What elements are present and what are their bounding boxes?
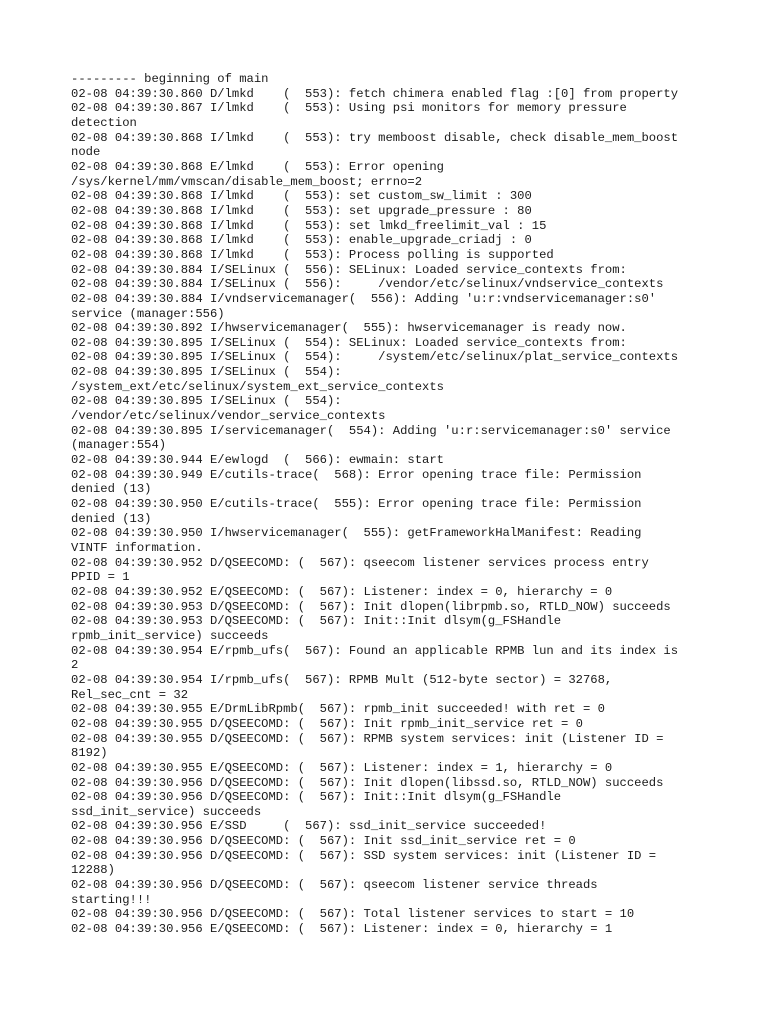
log-line: node [71, 145, 101, 160]
log-line: 02-08 04:39:30.956 D/QSEECOMD: ( 567): Total listener services to start = 10 [71, 907, 635, 922]
log-line: 02-08 04:39:30.895 I/SELinux ( 554): SELinux: Loaded service_contexts from: [71, 335, 627, 350]
log-line: 02-08 04:39:30.954 I/rpmb_ufs( 567): RPMB Mult (512-byte sector) = 32768, [71, 672, 613, 687]
log-line: 02-08 04:39:30.949 E/cutils-trace( 568): Error opening trace file: Permission [71, 467, 642, 482]
log-line: 2 [71, 658, 79, 673]
log-line: 02-08 04:39:30.955 D/QSEECOMD: ( 567): RPMB system services: init (Listener ID = [71, 731, 664, 746]
log-line: /sys/kernel/mm/vmscan/disable_mem_boost; errno=2 [71, 174, 423, 189]
log-line: VINTF information. [71, 541, 203, 555]
log-line: 02-08 04:39:30.868 I/lmkd ( 553): enable_upgrade_criadj : 0 [71, 233, 532, 248]
log-line: rpmb_init_service) succeeds [71, 628, 269, 643]
log-line: 8192) [71, 746, 108, 761]
log-page [71, 72, 751, 937]
log-line: (manager:554) [71, 438, 167, 453]
log-line: --------- beginning of main [71, 72, 269, 86]
log-line: 02-08 04:39:30.956 E/QSEECOMD: ( 567): Listener: index = 0, hierarchy = 1 [71, 922, 613, 937]
log-line: 02-08 04:39:30.868 I/lmkd ( 553): set upgrade_pressure : 80 [71, 203, 532, 218]
log-line: 02-08 04:39:30.895 I/servicemanager( 554): Adding 'u:r:servicemanager:s0' service [71, 423, 671, 438]
log-line: 02-08 04:39:30.956 D/QSEECOMD: ( 567): Init ssd_init_service ret = 0 [71, 834, 576, 849]
logcat-output [71, 72, 751, 937]
log-line: /vendor/etc/selinux/vendor_service_contexts [71, 409, 386, 424]
log-line: 02-08 04:39:30.868 I/lmkd ( 553): set custom_sw_limit : 300 [71, 189, 532, 204]
log-line: 02-08 04:39:30.950 I/hwservicemanager( 555): getFrameworkHalManifest: Reading [71, 526, 642, 541]
log-line: denied (13) [71, 511, 152, 526]
log-line: 02-08 04:39:30.956 E/SSD ( 567): ssd_init_service succeeded! [71, 819, 547, 834]
log-line: 02-08 04:39:30.956 D/QSEECOMD: ( 567): Init dlopen(libssd.so, RTLD_NOW) succeeds [71, 775, 664, 790]
log-line: 12288) [71, 863, 115, 878]
log-line: /system_ext/etc/selinux/system_ext_service_contexts [71, 379, 444, 394]
log-line: 02-08 04:39:30.955 E/DrmLibRpmb( 567): rpmb_init succeeded! with ret = 0 [71, 702, 605, 717]
log-line: 02-08 04:39:30.954 E/rpmb_ufs( 567): Found an applicable RPMB lun and its index is [71, 643, 679, 658]
log-line: 02-08 04:39:30.956 D/QSEECOMD: ( 567): qseecom listener service threads [71, 878, 598, 893]
log-line: 02-08 04:39:30.953 D/QSEECOMD: ( 567): Init dlopen(librpmb.so, RTLD_NOW) succeeds [71, 599, 671, 614]
log-line: 02-08 04:39:30.952 E/QSEECOMD: ( 567): Listener: index = 0, hierarchy = 0 [71, 584, 613, 599]
log-line: 02-08 04:39:30.955 D/QSEECOMD: ( 567): Init rpmb_init_service ret = 0 [71, 716, 583, 731]
log-line: 02-08 04:39:30.884 I/SELinux ( 556): SELinux: Loaded service_contexts from: [71, 262, 627, 277]
log-line: 02-08 04:39:30.867 I/lmkd ( 553): Using psi monitors for memory pressure [71, 101, 627, 116]
log-line: 02-08 04:39:30.895 I/SELinux ( 554): [71, 365, 342, 380]
log-line: 02-08 04:39:30.950 E/cutils-trace( 555): Error opening trace file: Permission [71, 497, 642, 512]
log-line: 02-08 04:39:30.895 I/SELinux ( 554): [71, 394, 342, 409]
log-line: 02-08 04:39:30.956 D/QSEECOMD: ( 567): Init::Init dlsym(g_FSHandle [71, 790, 562, 805]
log-line: 02-08 04:39:30.868 I/lmkd ( 553): set lmkd_freelimit_val : 15 [71, 218, 547, 233]
log-line: service (manager:556) [71, 306, 225, 321]
log-line: 02-08 04:39:30.895 I/SELinux ( 554): /system/etc/selinux/plat_service_contexts [71, 350, 679, 365]
log-line: 02-08 04:39:30.860 D/lmkd ( 553): fetch chimera enabled flag :[0] from property [71, 86, 679, 101]
log-line: detection [71, 115, 137, 130]
log-line: 02-08 04:39:30.868 E/lmkd ( 553): Error opening [71, 159, 444, 174]
log-line: 02-08 04:39:30.952 D/QSEECOMD: ( 567): qseecom listener services process entry [71, 555, 649, 570]
log-line: 02-08 04:39:30.892 I/hwservicemanager( 555): hwservicemanager is ready now. [71, 321, 627, 336]
log-line: PPID = 1 [71, 570, 130, 585]
log-line: ssd_init_service) succeeds [71, 804, 262, 819]
log-line: 02-08 04:39:30.868 I/lmkd ( 553): try memboost disable, check disable_mem_boost [71, 130, 679, 145]
log-line: 02-08 04:39:30.956 D/QSEECOMD: ( 567): SSD system services: init (Listener ID = [71, 848, 657, 863]
log-line: 02-08 04:39:30.955 E/QSEECOMD: ( 567): Listener: index = 1, hierarchy = 0 [71, 760, 613, 775]
log-line: 02-08 04:39:30.944 E/ewlogd ( 566): ewmain: start [71, 453, 444, 468]
log-line: 02-08 04:39:30.884 I/vndservicemanager( 556): Adding 'u:r:vndservicemanager:s0' [71, 291, 657, 306]
log-line: Rel_sec_cnt = 32 [71, 687, 189, 702]
log-line: 02-08 04:39:30.868 I/lmkd ( 553): Process polling is supported [71, 247, 554, 262]
log-line: starting!!! [71, 892, 152, 907]
log-line: denied (13) [71, 482, 152, 497]
log-line: 02-08 04:39:30.884 I/SELinux ( 556): /vendor/etc/selinux/vndservice_contexts [71, 277, 664, 292]
log-line: 02-08 04:39:30.953 D/QSEECOMD: ( 567): Init::Init dlsym(g_FSHandle [71, 614, 562, 629]
